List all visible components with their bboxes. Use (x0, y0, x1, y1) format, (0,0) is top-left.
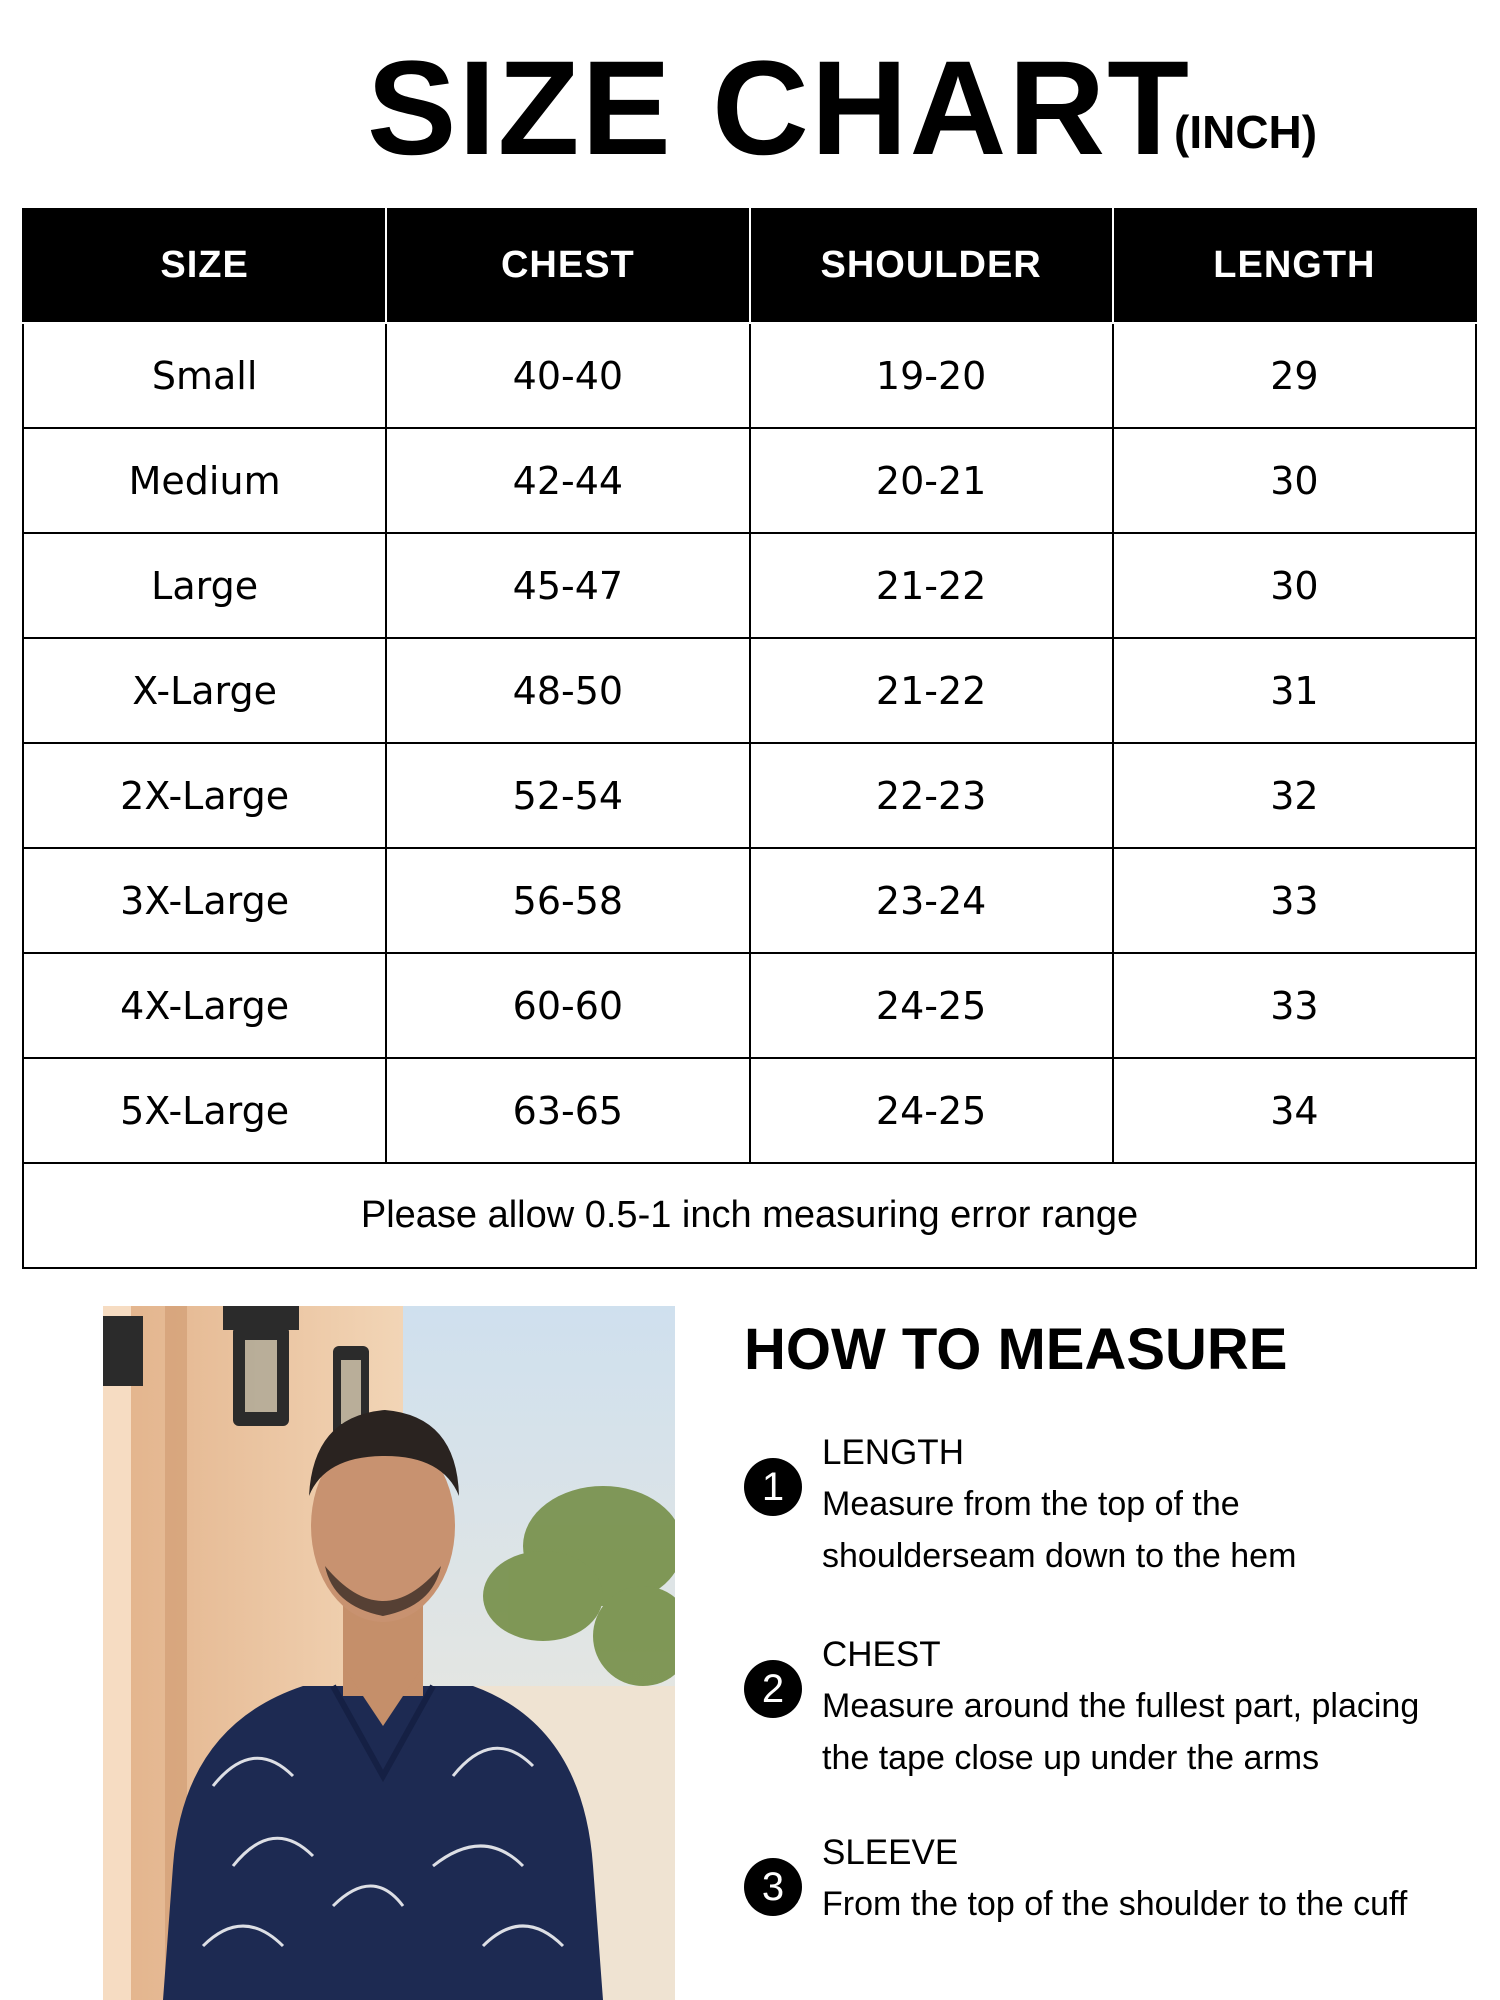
step-title: CHEST (822, 1635, 941, 1674)
shoulder-cell: 24-25 (750, 953, 1113, 1058)
step-number-badge: 1 (744, 1458, 802, 1516)
column-header-chest: CHEST (386, 208, 749, 323)
step-number-badge: 3 (744, 1858, 802, 1916)
table-row (23, 848, 1476, 953)
table-row (23, 638, 1476, 743)
step-description (822, 1680, 1500, 1784)
table-row (23, 1058, 1476, 1163)
length-cell: 30 (1113, 428, 1476, 533)
column-header-size: SIZE (23, 208, 386, 323)
shoulder-cell: 21-22 (750, 533, 1113, 638)
chest-cell: 60-60 (386, 953, 749, 1058)
length-cell: 29 (1113, 323, 1476, 428)
table-row (23, 743, 1476, 848)
size-cell: Medium (23, 428, 386, 533)
size-cell: 3X-Large (23, 848, 386, 953)
size-cell: Large (23, 533, 386, 638)
step-description-line: Measure around the fullest part, placing (822, 1687, 1420, 1725)
step-description-line: Measure from the top of the (822, 1485, 1240, 1523)
how-to-measure-title: HOW TO MEASURE (744, 1317, 1288, 1382)
length-cell: 33 (1113, 953, 1476, 1058)
step-title: LENGTH (822, 1433, 964, 1472)
length-cell: 34 (1113, 1058, 1476, 1163)
size-table (22, 208, 1477, 1269)
model-photo (103, 1306, 675, 2000)
table-row (23, 323, 1476, 428)
length-cell: 30 (1113, 533, 1476, 638)
step-title: SLEEVE (822, 1833, 959, 1872)
chest-cell: 56-58 (386, 848, 749, 953)
how-to-measure-section (744, 1310, 1484, 1923)
shoulder-cell: 24-25 (750, 1058, 1113, 1163)
title-row (0, 34, 1500, 183)
size-cell: 5X-Large (23, 1058, 386, 1163)
shoulder-cell: 23-24 (750, 848, 1113, 953)
table-row (23, 428, 1476, 533)
table-note-row (23, 1163, 1476, 1268)
length-cell: 33 (1113, 848, 1476, 953)
length-cell: 31 (1113, 638, 1476, 743)
length-cell: 32 (1113, 743, 1476, 848)
step-description (822, 1878, 1500, 1930)
step-description-line: shoulderseam down to the hem (822, 1537, 1297, 1575)
column-header-shoulder: SHOULDER (750, 208, 1113, 323)
step-description-line: From the top of the shoulder to the cuff (822, 1885, 1408, 1923)
table-row (23, 953, 1476, 1058)
chest-cell: 63-65 (386, 1058, 749, 1163)
size-cell: 4X-Large (23, 953, 386, 1058)
step-description-line: the tape close up under the arms (822, 1739, 1320, 1777)
size-cell: 2X-Large (23, 743, 386, 848)
chest-cell: 45-47 (386, 533, 749, 638)
size-cell: X-Large (23, 638, 386, 743)
shoulder-cell: 19-20 (750, 323, 1113, 428)
table-header-row (23, 208, 1476, 323)
measuring-error-note: Please allow 0.5-1 inch measuring error range (23, 1163, 1476, 1268)
shoulder-cell: 21-22 (750, 638, 1113, 743)
shoulder-cell: 20-21 (750, 428, 1113, 533)
unit-label: (INCH) (1174, 106, 1318, 158)
step-number-badge: 2 (744, 1660, 802, 1718)
table-row (23, 533, 1476, 638)
page-title: SIZE CHART (367, 34, 1191, 183)
shoulder-cell: 22-23 (750, 743, 1113, 848)
step-description (822, 1478, 1500, 1582)
chest-cell: 48-50 (386, 638, 749, 743)
model-illustration (103, 1306, 675, 2000)
column-header-length: LENGTH (1113, 208, 1476, 323)
chest-cell: 42-44 (386, 428, 749, 533)
size-cell: Small (23, 323, 386, 428)
chest-cell: 52-54 (386, 743, 749, 848)
chest-cell: 40-40 (386, 323, 749, 428)
